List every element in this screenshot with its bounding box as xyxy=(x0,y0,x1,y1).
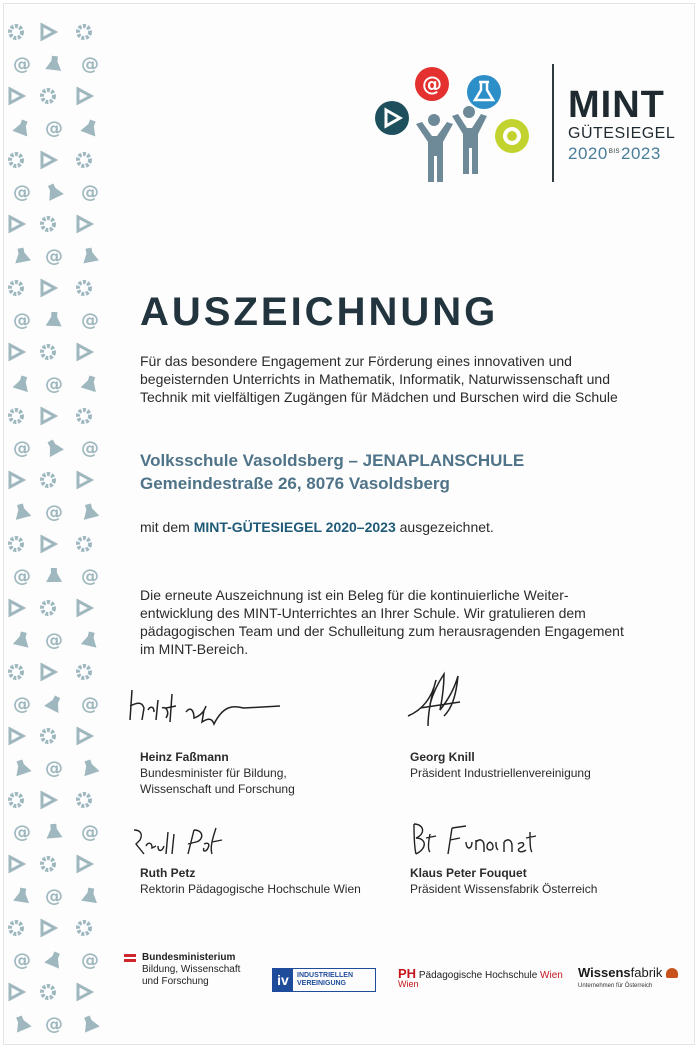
iv-line2: VEREINIGUNG xyxy=(297,980,347,987)
flask-icon xyxy=(46,568,62,582)
signer-petz xyxy=(140,865,361,897)
gear-icon xyxy=(10,26,22,38)
at-sign-icon xyxy=(13,694,31,715)
flask-icon xyxy=(12,758,32,776)
signer-role: Bundesminister für Bildung, xyxy=(140,766,287,780)
flask-icon xyxy=(12,1014,32,1033)
at-sign-icon xyxy=(45,758,63,779)
gear-icon xyxy=(78,154,90,166)
flask-icon xyxy=(13,630,32,647)
at-sign-icon xyxy=(45,886,63,907)
award-line xyxy=(140,519,494,535)
svg-text:@: @ xyxy=(13,182,31,203)
bm-line3: und Forschung xyxy=(142,976,209,987)
at-sign-icon xyxy=(45,374,63,395)
at-sign-icon xyxy=(81,822,99,843)
svg-text:@: @ xyxy=(13,310,31,331)
svg-text:@: @ xyxy=(81,950,99,971)
flask-icon xyxy=(12,118,32,137)
triangle-icon xyxy=(10,473,23,487)
gear-icon xyxy=(495,119,529,153)
gear-icon xyxy=(78,794,90,806)
gear-icon xyxy=(42,218,54,230)
sponsor-logos xyxy=(4,944,694,1004)
signer-name: Georg Knill xyxy=(410,750,475,764)
logo-mint-word: MINT xyxy=(568,84,665,126)
flask-icon xyxy=(13,247,31,264)
triangle-icon xyxy=(10,601,23,615)
at-sign-icon xyxy=(45,118,63,139)
svg-text:@: @ xyxy=(13,566,31,587)
signature-petz xyxy=(128,824,248,860)
signature-fouquet xyxy=(408,820,558,860)
svg-text:@: @ xyxy=(13,950,31,971)
at-sign-icon xyxy=(13,310,31,331)
triangle-icon xyxy=(78,857,91,871)
decorative-icon-pattern xyxy=(4,4,112,1044)
signer-role: Präsident Wissensfabrik Österreich xyxy=(410,882,598,896)
flask-icon xyxy=(81,630,100,647)
signature-fassmann xyxy=(126,680,286,730)
flask-icon xyxy=(80,118,100,137)
iv-line1: INDUSTRIELLEN xyxy=(297,972,353,979)
ph-wien: Wien xyxy=(540,970,563,981)
wf-rest: fabrik xyxy=(630,965,663,980)
flask-icon xyxy=(44,693,65,713)
triangle-icon xyxy=(42,793,55,807)
gear-icon xyxy=(42,730,54,742)
triangle-icon xyxy=(10,345,23,359)
gear-icon xyxy=(10,538,22,550)
triangle-icon xyxy=(42,537,55,551)
bm-line1: Bundesministerium xyxy=(142,952,236,963)
svg-text:@: @ xyxy=(81,694,99,715)
svg-text:@: @ xyxy=(13,438,31,459)
signer-role: Präsident Industriellenvereinigung xyxy=(410,766,591,780)
svg-text:@: @ xyxy=(45,886,63,907)
triangle-icon xyxy=(42,665,55,679)
triangle-icon xyxy=(78,601,91,615)
logo-years xyxy=(568,144,661,164)
wf-sub: Unternehmen für Österreich xyxy=(578,983,653,989)
flask-icon xyxy=(80,758,100,776)
at-sign-icon xyxy=(45,246,63,267)
bmbwf-logo xyxy=(124,952,240,988)
flask-icon xyxy=(467,75,501,109)
triangle-icon xyxy=(10,857,23,871)
svg-text:@: @ xyxy=(81,54,99,75)
ph-wien-logo xyxy=(398,966,563,989)
triangle-icon xyxy=(10,729,23,743)
triangle-icon xyxy=(78,473,91,487)
gear-icon xyxy=(10,410,22,422)
wf-strong: Wissens xyxy=(578,965,631,980)
svg-text:@: @ xyxy=(81,310,99,331)
triangle-icon xyxy=(78,217,91,231)
play-triangle-icon xyxy=(375,101,409,135)
flask-icon xyxy=(81,374,100,392)
svg-text:@: @ xyxy=(422,72,442,96)
gear-icon xyxy=(42,346,54,358)
flask-icon xyxy=(45,55,63,71)
triangle-icon xyxy=(10,217,23,231)
at-sign-icon xyxy=(81,694,99,715)
at-sign-icon xyxy=(81,54,99,75)
svg-text:@: @ xyxy=(45,246,63,267)
certificate-page xyxy=(4,4,694,1044)
triangle-icon xyxy=(78,345,91,359)
signer-name: Heinz Faßmann xyxy=(140,750,229,764)
signer-knill xyxy=(410,749,591,781)
intro-paragraph: Für das besondere Engagement zur Förderung eines innovativen und begeisternden Unterrichts in Mathematik, Informatik, Naturwissenschaft und Technik mit vielfältigen Zugängen für Mädchen und Burschen wird die Schule xyxy=(140,353,618,405)
svg-text:@: @ xyxy=(45,502,63,523)
school-name: Volksschule Vasoldsberg – JENAPLANSCHULE xyxy=(140,451,525,470)
flask-icon xyxy=(45,823,62,838)
triangle-icon xyxy=(10,89,23,103)
flask-icon xyxy=(81,247,99,264)
austria-flag-icon xyxy=(124,954,136,962)
triangle-icon xyxy=(78,89,91,103)
at-sign-icon xyxy=(81,182,99,203)
gear-icon xyxy=(78,410,90,422)
wf-emblem-icon xyxy=(666,968,678,978)
award-seal-name: MINT-GÜTESIEGEL 2020–2023 xyxy=(193,519,396,535)
gear-icon xyxy=(10,922,22,934)
svg-text:@: @ xyxy=(13,694,31,715)
gear-icon xyxy=(10,666,22,678)
flask-icon xyxy=(80,1014,100,1033)
signer-role: Wissenschaft und Forschung xyxy=(140,782,295,796)
triangle-icon xyxy=(42,153,55,167)
at-sign-icon xyxy=(45,630,63,651)
at-sign-icon xyxy=(45,502,63,523)
svg-text:@: @ xyxy=(81,438,99,459)
flask-icon xyxy=(43,437,64,457)
pattern-svg xyxy=(4,4,112,1044)
svg-text:@: @ xyxy=(13,54,31,75)
triangle-icon xyxy=(42,25,55,39)
gear-icon xyxy=(10,794,22,806)
at-sign-icon xyxy=(13,822,31,843)
gear-icon xyxy=(10,282,22,294)
award-suffix: ausgezeichnet. xyxy=(399,519,494,535)
svg-text:@: @ xyxy=(81,566,99,587)
mint-guetesiegel-logo xyxy=(372,56,676,196)
signer-name: Klaus Peter Fouquet xyxy=(410,866,527,880)
at-sign-icon xyxy=(81,438,99,459)
gear-icon xyxy=(42,474,54,486)
triangle-icon xyxy=(42,921,55,935)
certificate-title: AUSZEICHNUNG xyxy=(140,290,499,334)
svg-text:@: @ xyxy=(45,758,63,779)
iv-logo xyxy=(272,968,376,992)
flask-icon xyxy=(43,181,63,200)
ph-mark: PH xyxy=(398,966,417,981)
logo-year-bis: BIS xyxy=(608,149,620,155)
flask-icon xyxy=(13,887,31,903)
iv-mark: iv xyxy=(273,969,293,991)
gear-icon xyxy=(78,666,90,678)
svg-text:@: @ xyxy=(13,822,31,843)
triangle-icon xyxy=(42,281,55,295)
logo-year-end: 2023 xyxy=(621,144,661,163)
logo-guetesiegel-word: GÜTESIEGEL xyxy=(568,125,676,142)
triangle-icon xyxy=(42,409,55,423)
gear-icon xyxy=(78,538,90,550)
school-block xyxy=(140,449,660,495)
svg-text:@: @ xyxy=(45,630,63,651)
flask-icon xyxy=(46,312,63,327)
bm-line2: Bildung, Wissenschaft xyxy=(142,964,241,975)
ph-text: Pädagogische Hochschule xyxy=(418,970,538,981)
gear-icon xyxy=(42,90,54,102)
svg-text:@: @ xyxy=(81,822,99,843)
at-sign-icon xyxy=(13,566,31,587)
signer-fassmann xyxy=(140,749,295,797)
gear-icon xyxy=(78,26,90,38)
award-prefix: mit dem xyxy=(140,519,190,535)
gear-icon xyxy=(42,858,54,870)
at-sign-icon xyxy=(45,1014,63,1035)
gear-icon xyxy=(78,922,90,934)
svg-text:@: @ xyxy=(81,182,99,203)
gear-icon xyxy=(42,602,54,614)
signer-role: Rektorin Pädagogische Hochschule Wien xyxy=(140,882,361,896)
ph-sub: Wien xyxy=(398,979,419,989)
svg-text:@: @ xyxy=(45,1014,63,1035)
school-address: Gemeindestraße 26, 8076 Vasoldsberg xyxy=(140,474,450,493)
triangle-icon xyxy=(78,729,91,743)
logo-divider xyxy=(552,64,554,182)
at-sign-icon xyxy=(81,566,99,587)
at-sign-icon xyxy=(13,182,31,203)
signature-knill xyxy=(400,668,480,744)
at-sign-icon xyxy=(81,310,99,331)
signer-fouquet xyxy=(410,865,597,897)
flask-icon xyxy=(81,887,99,903)
two-figures-icon xyxy=(416,106,487,182)
flask-icon xyxy=(80,502,99,520)
wissensfabrik-logo xyxy=(578,964,678,989)
flask-icon xyxy=(13,374,32,392)
signer-name: Ruth Petz xyxy=(140,866,196,880)
svg-text:@: @ xyxy=(45,374,63,395)
flask-icon xyxy=(12,502,31,520)
gear-icon xyxy=(10,154,22,166)
at-sign-icon xyxy=(13,54,31,75)
gear-icon xyxy=(78,282,90,294)
closing-paragraph: Die erneute Auszeichnung ist ein Beleg für die kontinuierliche Weiter-entwicklung des MINT-Unterrichtes an Ihrer Schule. Wir gratulieren dem pädagogischen Team und der Schulleitung zum herausragenden Engagement im MINT-Bereich. xyxy=(140,587,624,657)
mint-logo-graphic xyxy=(372,56,542,196)
at-sign-icon xyxy=(13,438,31,459)
logo-year-start: 2020 xyxy=(568,144,608,163)
svg-text:@: @ xyxy=(45,118,63,139)
